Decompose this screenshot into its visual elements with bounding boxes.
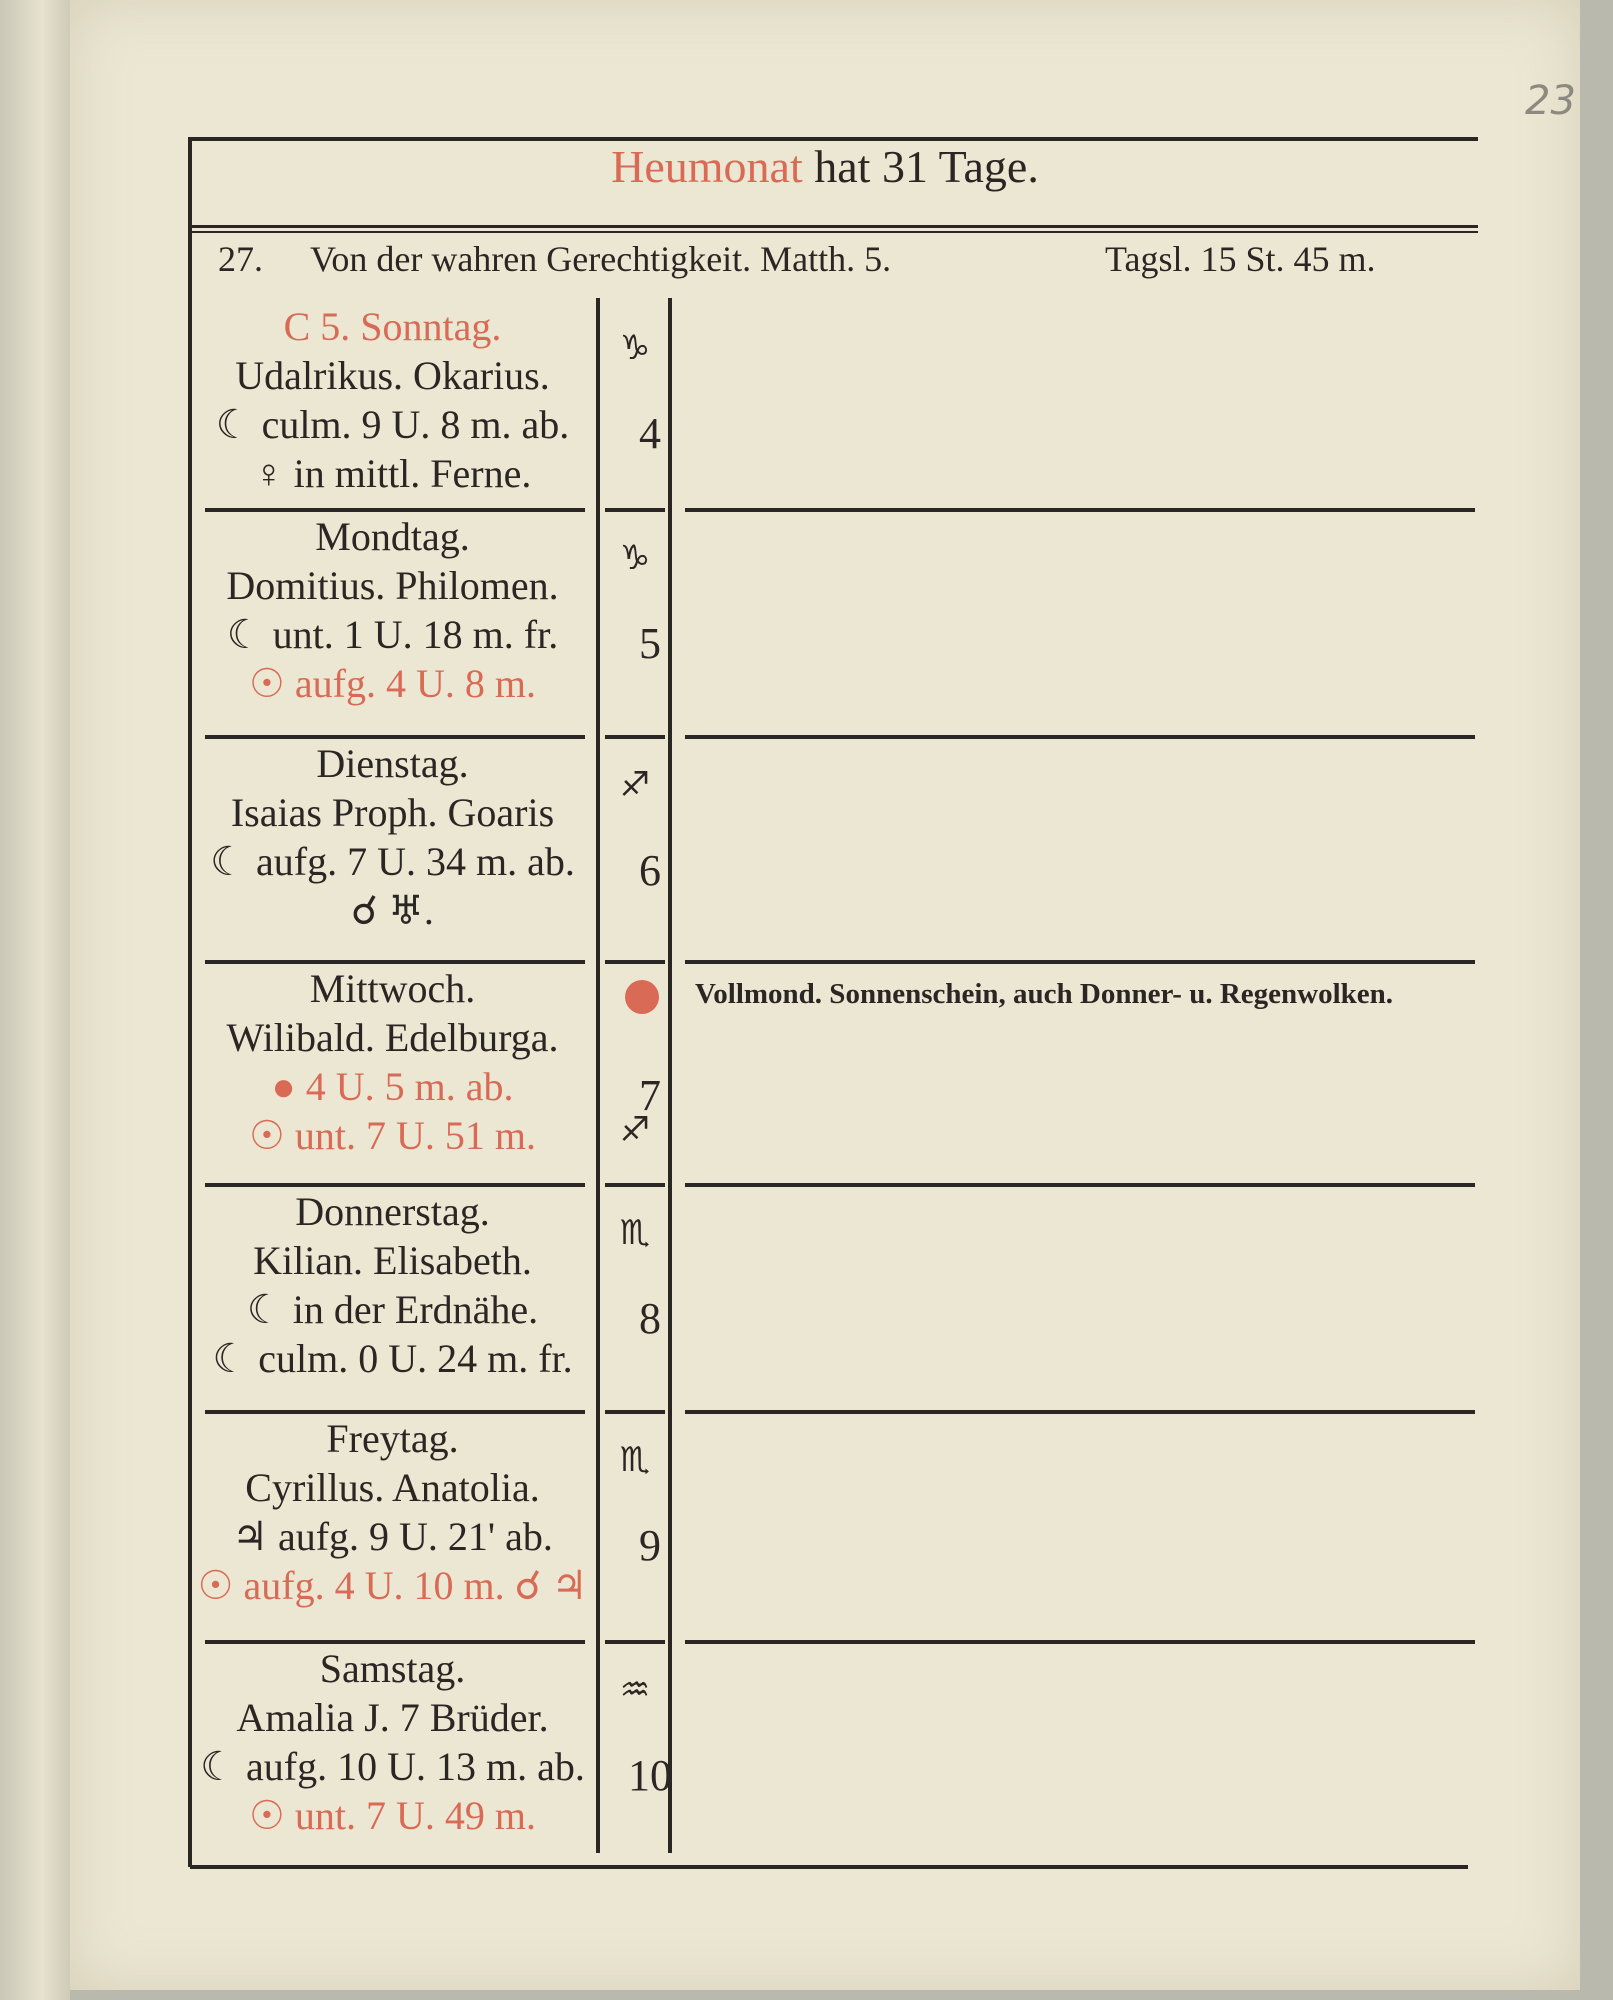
row-divider: [605, 735, 665, 739]
page-title: [190, 140, 1460, 193]
header-divider-thin: [190, 231, 1478, 233]
day-line: Kilian. Elisabeth.: [253, 1238, 532, 1283]
header-divider: [190, 225, 1478, 228]
full-moon-icon: [625, 980, 659, 1014]
day-of-month: 6: [639, 846, 661, 895]
row-divider: [685, 735, 1475, 739]
day-line: Freytag.: [326, 1416, 459, 1461]
row-divider: [605, 960, 665, 964]
day-line: Samstag.: [319, 1646, 466, 1691]
day-line: ☉ unt. 7 U. 51 m.: [249, 1113, 536, 1158]
day-line: ☾ aufg. 10 U. 13 m. ab.: [200, 1744, 585, 1789]
zodiac-sign-icon: ♑: [619, 328, 651, 368]
day-line: ♃ aufg. 9 U. 21' ab.: [232, 1514, 553, 1559]
day-line: ☾ in der Erdnähe.: [246, 1287, 539, 1332]
day-entry: [195, 1187, 590, 1383]
weather-note: Vollmond. Sonnenschein, auch Donner- u. Regenwolken.: [695, 978, 1394, 1010]
day-line: Isaias Proph. Goaris: [230, 790, 555, 835]
day-length: Tagsl. 15 St. 45 m.: [1105, 239, 1376, 279]
row-divider: [685, 508, 1475, 512]
day-of-month: 8: [639, 1294, 661, 1343]
day-line: ☾ aufg. 7 U. 34 m. ab.: [210, 839, 575, 884]
folio-number: 23: [1525, 78, 1576, 124]
day-of-month: 5: [639, 619, 661, 668]
day-line: Amalia J. 7 Brüder.: [236, 1695, 549, 1740]
day-line: ☉ unt. 7 U. 49 m.: [249, 1793, 536, 1838]
bleed-through-text: [1070, 300, 1540, 1820]
day-line: ☉ aufg. 4 U. 8 m.: [249, 661, 536, 706]
zodiac-sign-icon: ♑: [619, 538, 651, 578]
day-line: ☾ culm. 9 U. 8 m. ab.: [215, 402, 570, 447]
left-page-edge: [0, 0, 70, 2000]
row-divider: [605, 1183, 665, 1187]
row-divider: [605, 1640, 665, 1644]
day-of-month: 7: [639, 1071, 661, 1120]
day-entry: [195, 739, 590, 935]
zodiac-sign-icon: ♒: [619, 1670, 651, 1710]
day-line: Donnerstag.: [295, 1189, 490, 1234]
frame-bottom: [190, 1865, 1468, 1869]
day-line: ☾ culm. 0 U. 24 m. fr.: [212, 1336, 573, 1381]
day-of-month: 4: [639, 409, 661, 458]
row-divider: [685, 1183, 1475, 1187]
day-of-month: 9: [639, 1521, 661, 1570]
row-divider: [685, 1640, 1475, 1644]
day-line: Cyrillus. Anatolia.: [245, 1465, 540, 1510]
month-name: Heumonat: [611, 141, 803, 192]
day-entry: [195, 1414, 590, 1610]
frame-left: [188, 137, 192, 1867]
day-of-month: 10: [628, 1751, 672, 1800]
zodiac-sign-icon: ♐: [619, 1110, 651, 1150]
day-entry: [195, 512, 590, 708]
zodiac-sign-icon: ♏: [619, 1213, 651, 1253]
row-divider: [685, 1410, 1475, 1414]
row-divider: [605, 1410, 665, 1414]
day-line: Mittwoch.: [309, 966, 476, 1011]
day-line: ☉ aufg. 4 U. 10 m. ☌ ♃: [197, 1563, 588, 1608]
day-line: ☾ unt. 1 U. 18 m. fr.: [226, 612, 559, 657]
day-entry: [195, 302, 590, 498]
day-entry: [195, 964, 590, 1160]
row-divider: [605, 508, 665, 512]
gospel-reading: Von der wahren Gerechtigkeit. Matth. 5.: [310, 239, 892, 279]
day-entry: [195, 1644, 590, 1840]
day-line: Dienstag.: [316, 741, 469, 786]
day-line: ♀ in mittl. Ferne.: [253, 451, 532, 496]
week-number: 27.: [218, 239, 263, 279]
day-line: Domitius. Philomen.: [226, 563, 559, 608]
day-line: Mondtag.: [315, 514, 470, 559]
row-divider: [685, 960, 1475, 964]
zodiac-sign-icon: ♏: [619, 1440, 651, 1480]
day-line: ☌ ♅.: [351, 888, 434, 933]
zodiac-sign-icon: ♐: [619, 765, 651, 805]
title-rest: hat 31 Tage.: [802, 141, 1039, 192]
day-line: C 5. Sonntag.: [283, 304, 502, 349]
column-divider-left: [596, 298, 600, 1853]
day-line: ● 4 U. 5 m. ab.: [271, 1064, 514, 1109]
day-line: Udalrikus. Okarius.: [235, 353, 550, 398]
day-line: Wilibald. Edelburga.: [226, 1015, 559, 1060]
